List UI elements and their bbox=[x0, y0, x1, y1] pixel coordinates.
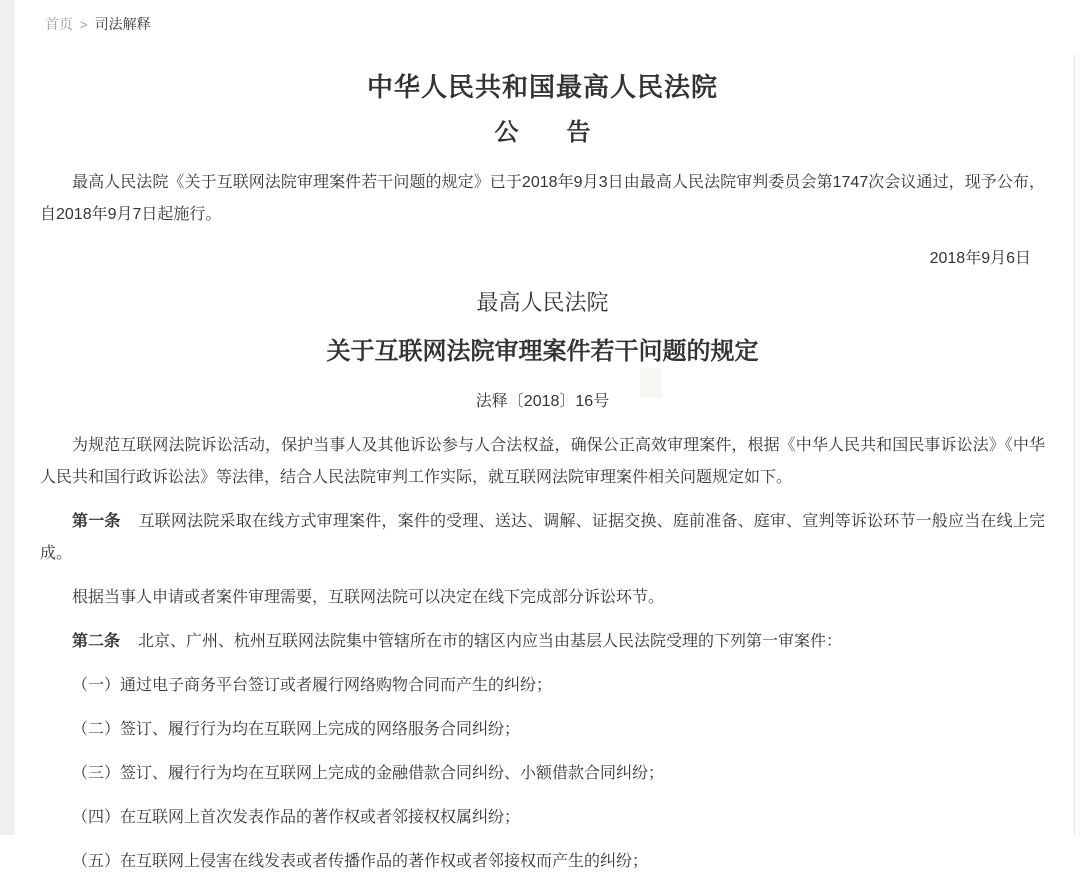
paragraph-text: （四）在互联网上首次发表作品的著作权或者邻接权权属纠纷； bbox=[72, 809, 521, 826]
paragraph-text: 根据当事人申请或者案件审理需要，互联网法院可以决定在线下完成部分诉讼环节。 bbox=[72, 589, 665, 606]
announcement-org-title: 中华人民共和国最高人民法院 bbox=[366, 72, 718, 102]
document-content bbox=[15, 0, 1075, 890]
regulation-doc-number: 法释〔2018〕16号 bbox=[475, 393, 610, 410]
list-item-paragraph bbox=[40, 846, 1045, 878]
paragraph-text: 北京、广州、杭州互联网法院集中管辖所在市的辖区内应当由基层人民法院受理的下列第一审案件： bbox=[138, 633, 843, 650]
regulation-court-name: 最高人民法院 bbox=[476, 290, 609, 315]
announcement-notice-title: 公 告 bbox=[494, 119, 591, 146]
list-item-paragraph bbox=[40, 670, 1045, 702]
list-item-paragraph bbox=[40, 802, 1045, 834]
breadcrumb-home-link[interactable]: 首页 bbox=[45, 16, 73, 32]
page-left-gutter bbox=[0, 0, 15, 835]
article-paragraph bbox=[40, 626, 1045, 658]
article-paragraph bbox=[40, 506, 1045, 570]
paragraph-text: 互联网法院采取在线方式审理案件，案件的受理、送达、调解、证据交换、庭前准备、庭审、宣判等诉讼环节一般应当在线上完成。 bbox=[40, 513, 1045, 562]
list-item-paragraph bbox=[40, 714, 1045, 746]
announcement-body: 最高人民法院《关于互联网法院审理案件若干问题的规定》已于2018年9月3日由最高人民法院审判委员会第1747次会议通过，现予公布，自2018年9月7日起施行。 bbox=[40, 174, 1045, 223]
paragraph-text: （五）在互联网上侵害在线发表或者传播作品的著作权或者邻接权而产生的纠纷； bbox=[72, 853, 649, 870]
announcement-date: 2018年9月6日 bbox=[929, 250, 1031, 267]
regulation-preamble bbox=[40, 430, 1045, 494]
paragraph-text: 为规范互联网法院诉讼活动，保护当事人及其他诉讼参与人合法权益，确保公正高效审理案件，根据《中华人民共和国民事诉讼法》《中华人民共和国行政诉讼法》等法律，结合人民法院审判工作实际，就互联网法院审理案件相关问题规定如下。 bbox=[40, 437, 1045, 486]
regulation-title: 关于互联网法院审理案件若干问题的规定 bbox=[326, 338, 759, 365]
article-paragraph bbox=[40, 582, 1045, 614]
article-label: 第二条 bbox=[72, 633, 121, 650]
list-item-paragraph bbox=[40, 758, 1045, 790]
paragraph-text: （二）签订、履行行为均在互联网上完成的网络服务合同纠纷； bbox=[72, 721, 521, 738]
paragraph-text: （三）签订、履行行为均在互联网上完成的金融借款合同纠纷、小额借款合同纠纷； bbox=[72, 765, 665, 782]
breadcrumb-separator: > bbox=[80, 17, 88, 32]
article-label: 第一条 bbox=[72, 513, 121, 530]
paragraph-text: （一）通过电子商务平台签订或者履行网络购物合同而产生的纠纷； bbox=[72, 677, 553, 694]
breadcrumb bbox=[45, 15, 1045, 34]
breadcrumb-current: 司法解释 bbox=[94, 16, 151, 32]
